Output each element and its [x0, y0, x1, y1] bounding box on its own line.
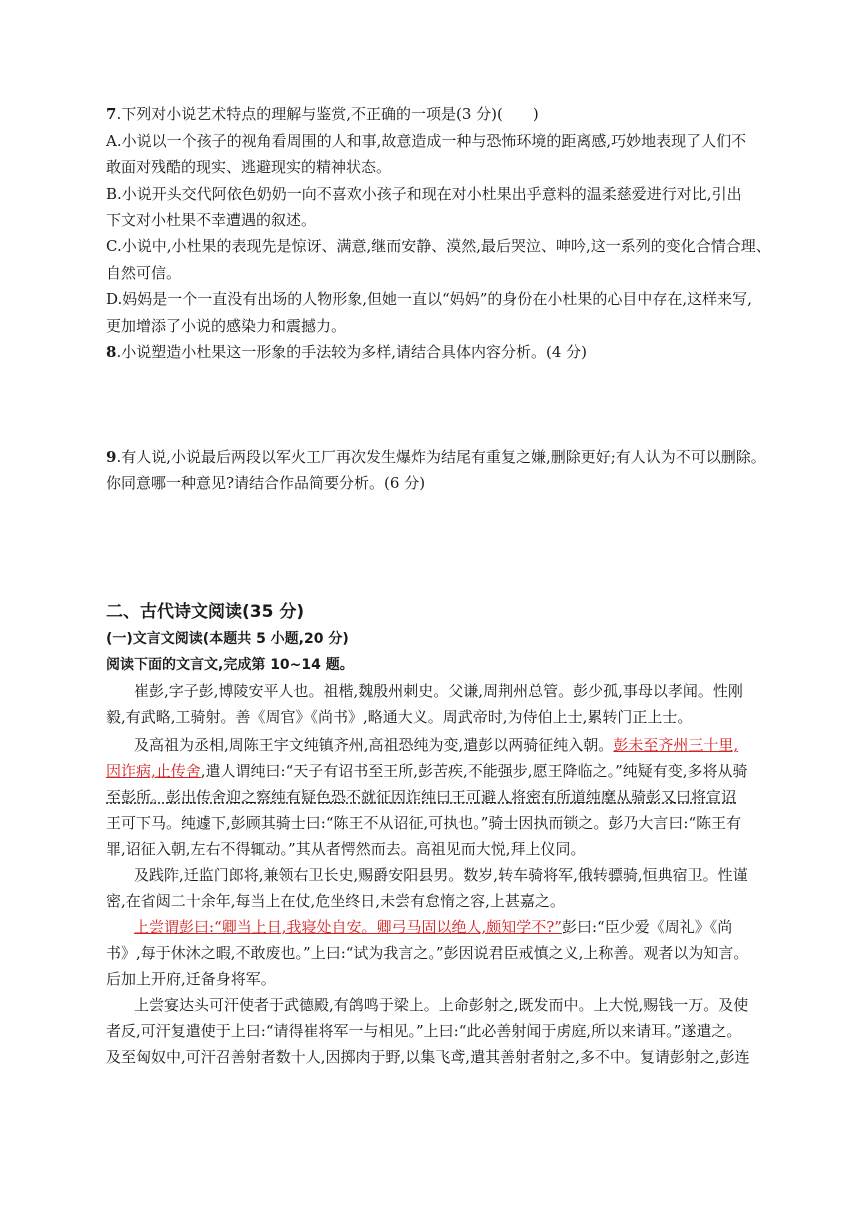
- underlined-sentence: 因诈病,止传舍: [106, 762, 201, 780]
- passage-p4-line-2: 书》,每于休沐之暇,不敢废也。”上曰:“试为我言之。”彭因说君臣戒慎之义,上称善。观者以为知言。: [106, 944, 749, 962]
- punctuation-question-line: 至彭所。彭出传舍迎之察纯有疑色恐不就征因诈纯曰王可避人将密有所道纯麾从骑彭又曰将宣诏: [106, 788, 737, 806]
- option-b-line-2: 下文对小杜果不幸遭遇的叙述。: [106, 211, 317, 229]
- passage-p3-line-2: 密,在省闼二十余年,每当上在仗,危坐终日,未尝有怠惰之容,上甚嘉之。: [106, 892, 565, 910]
- passage-p1-line-1: 崔彭,字子彭,博陵安平人也。祖楷,魏殷州刺史。父谦,周荆州总管。彭少孤,事母以孝闻。性刚: [134, 682, 743, 700]
- question-7-stem: 7.下列对小说艺术特点的理解与鉴赏,不正确的一项是(3 分)( ): [106, 105, 539, 123]
- underlined-sentence: 彭未至齐州三十里,: [613, 736, 739, 754]
- option-d-line-1: D.妈妈是一个一直没有出场的人物形象,但她一直以“妈妈”的身份在小杜果的心目中存在,这样来写,: [106, 290, 752, 308]
- passage-p1-line-2: 毅,有武略,工骑射。善《周官》《尚书》,略通大义。周武帝时,为侍伯上士,累转门正上士。: [106, 708, 693, 726]
- underlined-sentence: 上尝谓彭曰:“卿当上日,我寝处自安。卿弓马固以绝人,颇知学不?”: [134, 918, 562, 936]
- passage-p5-line-1: 上尝宴达头可汗使者于武德殿,有鸽鸣于梁上。上命彭射之,既发而中。上大悦,赐钱一万。及使: [134, 996, 749, 1014]
- section-instruction: 阅读下面的文言文,完成第 10~14 题。: [106, 657, 354, 673]
- passage-p2-line-3: [106, 787, 736, 807]
- passage-p5-line-3: 及至匈奴中,可汗召善射者数十人,因掷肉于野,以集飞鸢,遣其善射者射之,多不中。复请彭射之,彭连: [106, 1048, 750, 1066]
- question-8-stem: 8.小说塑造小杜果这一形象的手法较为多样,请结合具体内容分析。(4 分): [106, 343, 587, 361]
- option-c-line-1: C.小说中,小杜果的表现先是惊讶、满意,继而安静、漠然,最后哭泣、呻吟,这一系列的变化合情合理、: [106, 237, 771, 255]
- question-number: 8: [106, 343, 117, 361]
- question-number: 9: [106, 448, 117, 466]
- passage-p2-line-4: 王可下马。纯遽下,彭顾其骑士曰:“陈王不从诏征,可执也。”骑士因执而锁之。彭乃大言曰:“陈王有: [106, 814, 742, 832]
- passage-p3-line-1: 及践阼,迁监门郎将,兼领右卫长史,赐爵安阳县男。数岁,转车骑将军,俄转骠骑,恒典宿卫。性谨: [134, 866, 748, 884]
- question-9-stem-line-1: 9.有人说,小说最后两段以军火工厂再次发生爆炸为结尾有重复之嫌,删除更好;有人认为不可以删除。: [106, 448, 766, 466]
- passage-p4-line-3: 后加上开府,迁备身将军。: [106, 970, 276, 988]
- section-subtitle: (一)文言文阅读(本题共 5 小题,20 分): [106, 631, 349, 647]
- passage-p4-line-1: 上尝谓彭曰:“卿当上日,我寝处自安。卿弓马固以绝人,颇知学不?”彭曰:“臣少爱《周礼》《尚: [134, 918, 733, 936]
- option-b-line-1: B.小说开头交代阿依色奶奶一向不喜欢小孩子和现在对小杜果出乎意料的温柔慈爱进行对比,引出: [106, 185, 742, 203]
- option-a-line-1: A.小说以一个孩子的视角看周围的人和事,故意造成一种与恐怖环境的距离感,巧妙地表现了人们不: [106, 132, 747, 150]
- passage-p2-line-1: 及高祖为丞相,周陈王宇文纯镇齐州,高祖恐纯为变,遣彭以两骑征纯入朝。彭未至齐州三十里,: [134, 736, 739, 754]
- question-number: 7: [106, 105, 117, 123]
- section-title: 二、古代诗文阅读(35 分): [106, 602, 305, 622]
- question-9-stem-line-2: 你同意哪一种意见?请结合作品简要分析。(6 分): [106, 474, 426, 492]
- option-d-line-2: 更加增添了小说的感染力和震撼力。: [106, 317, 347, 335]
- passage-p2-line-5: 罪,诏征入朝,左右不得辄动。”其从者愕然而去。高祖见而大悦,拜上仪同。: [106, 840, 586, 858]
- passage-p2-line-2: 因诈病,止传舍,遣人谓纯曰:“天子有诏书至王所,彭苦疾,不能强步,愿王降临之。”纯疑有变,多将从骑: [106, 762, 748, 780]
- passage-p5-line-2: 者反,可汗复遣使于上曰:“请得崔将军一与相见。”上曰:“此必善射闻于虏庭,所以来请耳。”遂遣之。: [106, 1022, 742, 1040]
- option-a-line-2: 敢面对残酷的现实、逃避现实的精神状态。: [106, 158, 392, 176]
- option-c-line-2: 自然可信。: [106, 264, 182, 282]
